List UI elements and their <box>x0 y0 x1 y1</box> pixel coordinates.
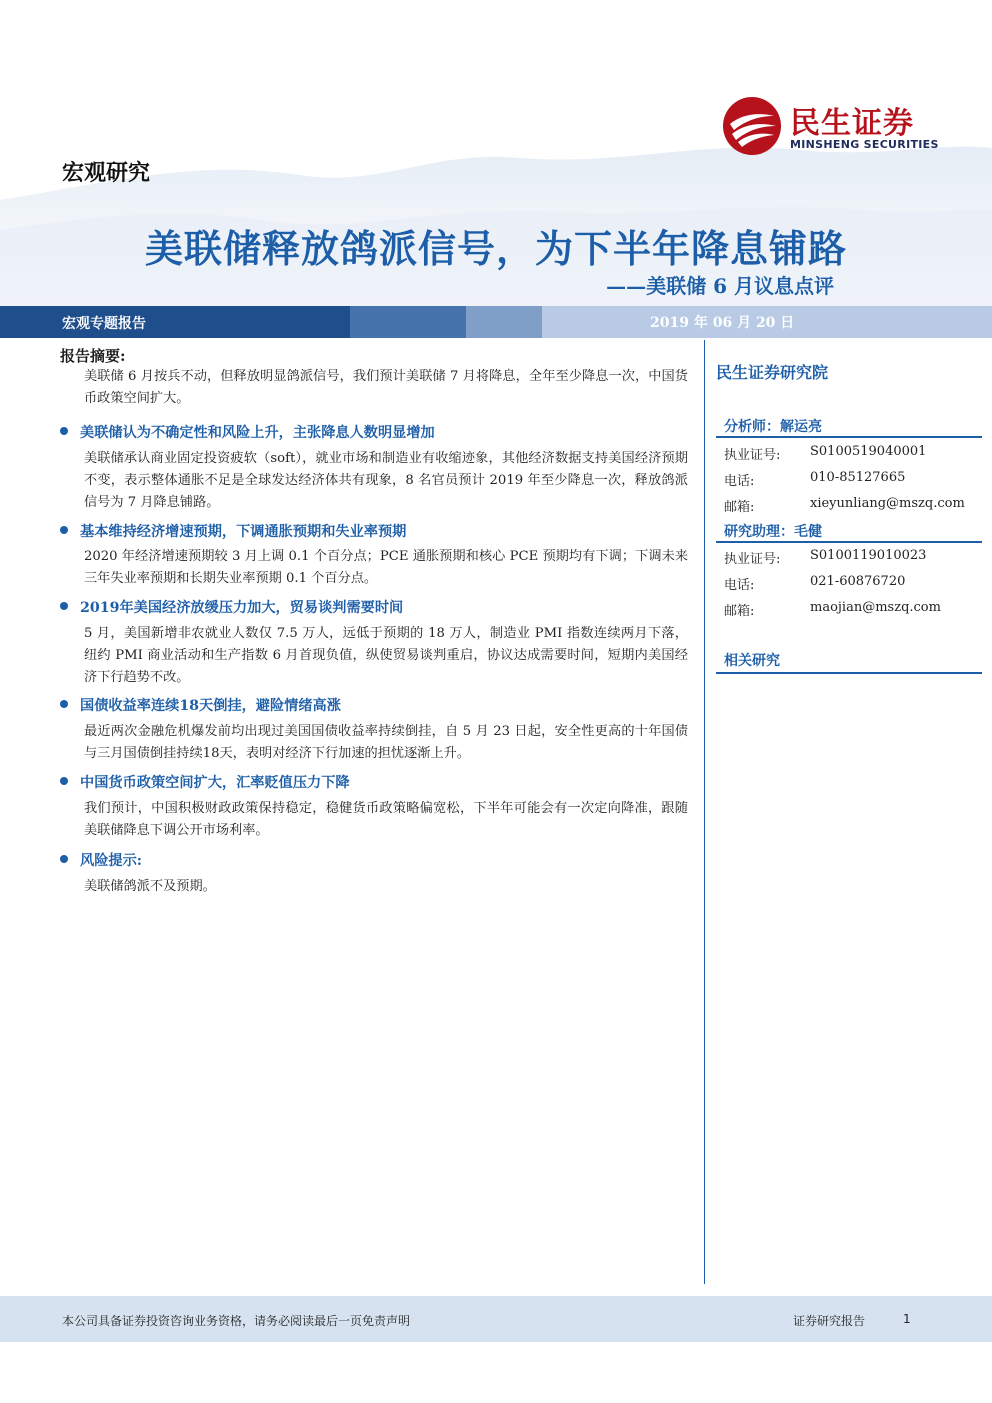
assistant-cert: 执业证号: S0100119010023 <box>724 548 927 567</box>
analyst-email: 邮箱: xieyunliang@mszq.com <box>724 496 965 515</box>
assistant-email: 邮箱: maojian@mszq.com <box>724 600 941 619</box>
bullet-icon <box>60 777 68 785</box>
header-band <box>0 306 992 338</box>
report-subtitle: ——美联储 6 月议息点评 <box>606 274 834 298</box>
section-heading: 中国货币政策空间扩大，汇率贬值压力下降 <box>60 772 350 792</box>
report-category: 宏观研究 <box>62 160 151 186</box>
section-heading: 基本维持经济增速预期，下调通胀预期和失业率预期 <box>60 521 406 541</box>
divider <box>716 672 982 674</box>
brand-logo <box>722 96 952 158</box>
bullet-icon <box>60 700 68 708</box>
page-number: 1 <box>903 1312 911 1326</box>
footer-report-type: 证券研究报告 <box>793 1314 866 1328</box>
summary-heading: 报告摘要: <box>60 347 126 365</box>
analyst-heading: 分析师：解运亮 <box>724 419 822 435</box>
section-heading: 美联储认为不确定性和风险上升，主张降息人数明显增加 <box>60 422 435 442</box>
section-body: 5 月，美国新增非农就业人数仅 7.5 万人，远低于预期的 18 万人，制造业 PMI 指数连续两月下落，纽约 PMI 商业活动和生产指数 6 月首现负值，纵使贸易谈判重启，协议达成需要时间，短期内美国经济下行趋势不改。 <box>84 626 688 685</box>
divider <box>716 436 982 438</box>
bullet-icon <box>60 855 68 863</box>
section-body: 美联储鸽派不及预期。 <box>84 879 216 894</box>
research-institute: 民生证券研究院 <box>716 363 829 382</box>
assistant-phone: 电话: 021-60876720 <box>724 574 906 593</box>
analyst-cert: 执业证号: S0100519040001 <box>724 444 927 463</box>
analyst-phone: 电话: 010-85127665 <box>724 470 906 489</box>
divider <box>716 541 982 543</box>
summary-intro: 美联储 6 月按兵不动，但释放明显鸽派信号，我们预计美联储 7 月将降息，全年至少降息一次，中国货币政策空间扩大。 <box>84 369 688 406</box>
bullet-icon <box>60 526 68 534</box>
bullet-icon <box>60 602 68 610</box>
report-title: 美联储释放鸽派信号，为下半年降息铺路 <box>144 226 847 271</box>
section-body: 我们预计，中国积极财政政策保持稳定，稳健货币政策略偏宽松，下半年可能会有一次定向降准，跟随美联储降息下调公开市场利率。 <box>84 801 688 838</box>
section-body: 美联储承认商业固定投资疲软（soft），就业市场和制造业有收缩迹象，其他经济数据支持美国经济预期不变，表示整体通胀不足是全球发达经济体共有现象，8 名官员预计 2019 年至少降息一次，释放鸽派信号为 7 月降息铺路。 <box>84 451 688 510</box>
column-divider <box>704 340 705 1284</box>
report-type-label: 宏观专题报告 <box>62 316 146 332</box>
section-body: 2020 年经济增速预期较 3 月上调 0.1 个百分点；PCE 通胀预期和核心 PCE 预期均有下调；下调未来三年失业率预期和长期失业率预期 0.1 个百分点。 <box>84 549 688 586</box>
footer-disclaimer: 本公司具备证券投资咨询业务资格，请务必阅读最后一页免责声明 <box>62 1314 411 1328</box>
section-heading: 国债收益率连续18天倒挂，避险情绪高涨 <box>60 695 341 715</box>
brand-name-en: MINSHENG SECURITIES <box>790 138 939 151</box>
report-date: 2019 年 06 月 20 日 <box>650 315 795 331</box>
section-heading: 2019年美国经济放缓压力加大，贸易谈判需要时间 <box>60 597 403 617</box>
related-research-heading: 相关研究 <box>724 653 780 669</box>
minsheng-logo-icon <box>722 96 782 156</box>
brand-name-cn: 民生证券 <box>790 106 914 141</box>
assistant-heading: 研究助理：毛健 <box>724 524 822 540</box>
bullet-icon <box>60 427 68 435</box>
section-heading: 风险提示: <box>60 850 142 870</box>
section-body: 最近两次金融危机爆发前均出现过美国国债收益率持续倒挂，自 5 月 23 日起，安全性更高的十年国债与三月国债倒挂持续18天，表明对经济下行加速的担忧逐渐上升。 <box>84 724 688 761</box>
